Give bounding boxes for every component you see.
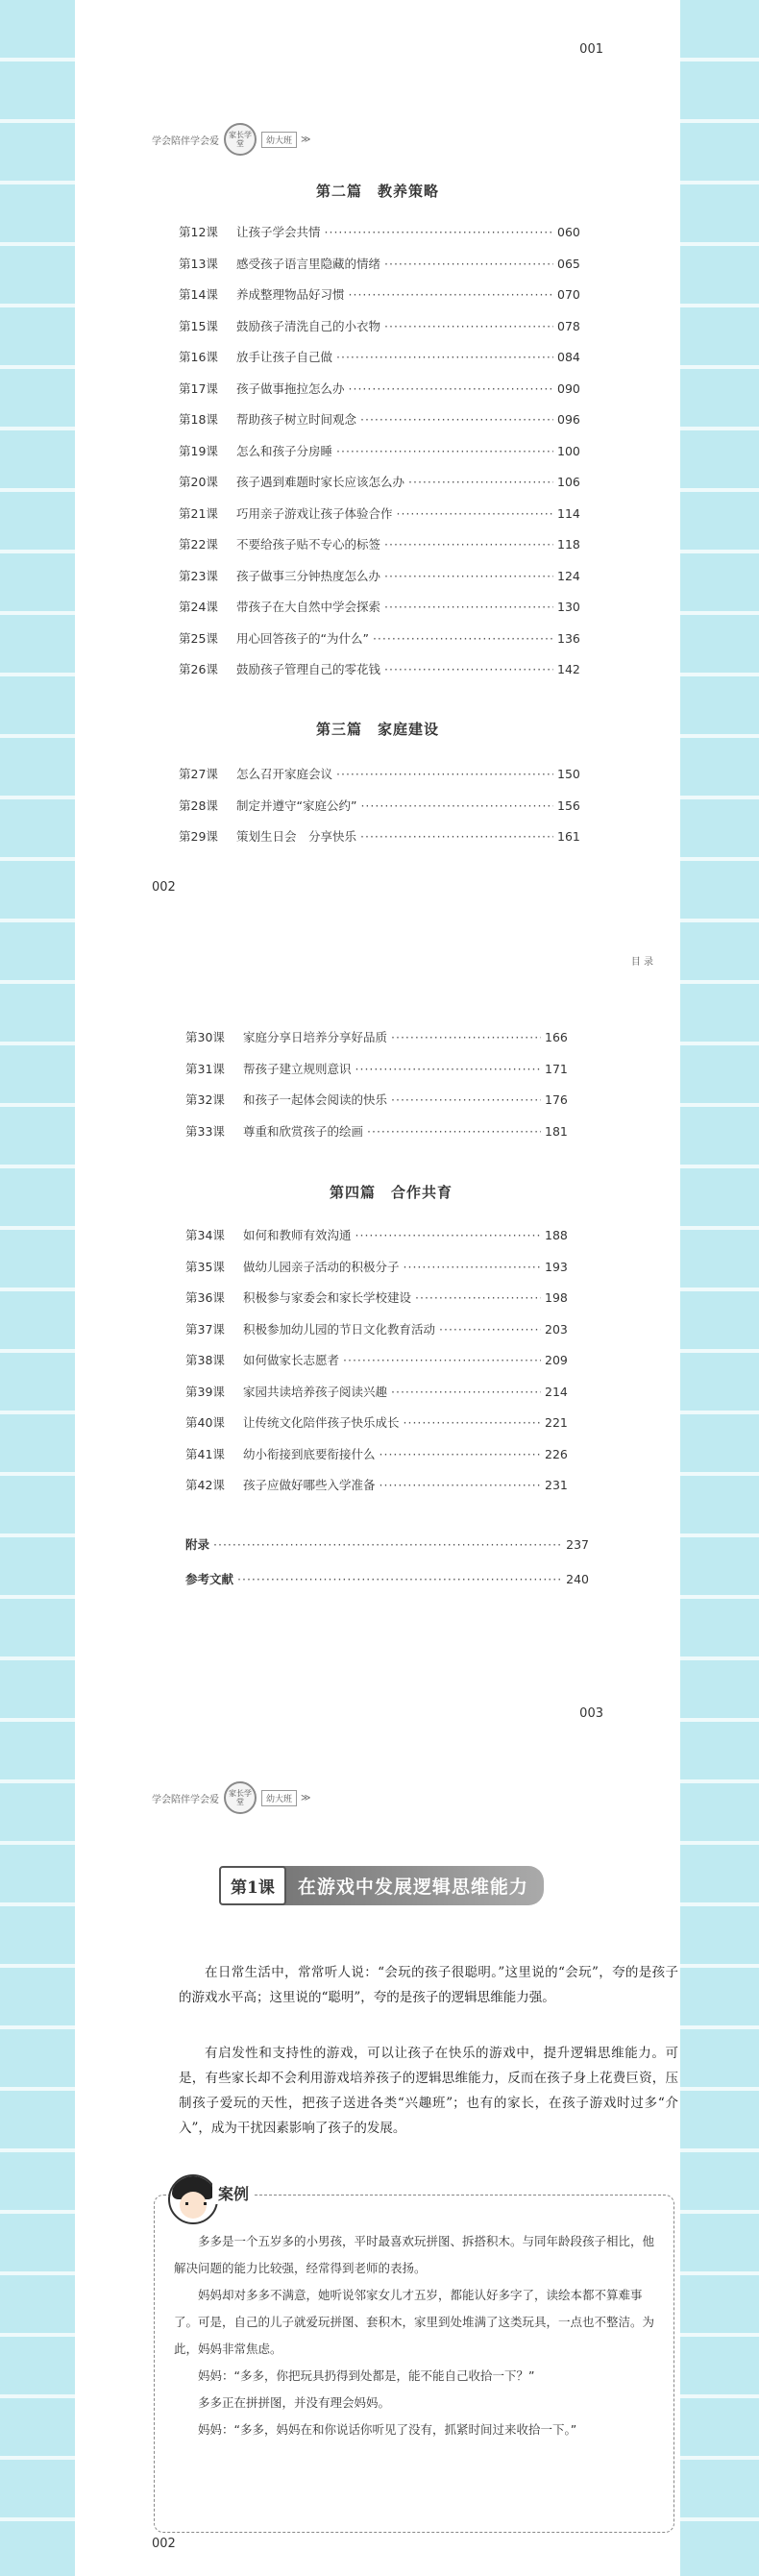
lesson-title: 积极参加幼儿园的节日文化教育活动 bbox=[243, 1321, 436, 1337]
page-ref: 100 bbox=[557, 443, 580, 458]
toc-entry[interactable] bbox=[185, 1288, 570, 1320]
lesson-number: 第41课 bbox=[185, 1446, 225, 1461]
girl-avatar-icon bbox=[168, 2174, 218, 2224]
lesson-title: 怎么召开家庭会议 bbox=[236, 767, 333, 781]
back-matter-entry[interactable] bbox=[185, 1535, 589, 1570]
toc-entry[interactable] bbox=[185, 1413, 570, 1445]
lesson-title: 制定并遵守“家庭公约” bbox=[236, 797, 357, 813]
leader-dots bbox=[343, 1353, 541, 1367]
page-ref: 142 bbox=[557, 662, 580, 676]
header-sub: 幼大班 bbox=[261, 1790, 297, 1806]
leader-dots bbox=[397, 506, 553, 521]
page-number: 001 bbox=[579, 42, 603, 57]
lesson-title: 积极参与家委会和家长学校建设 bbox=[243, 1290, 412, 1305]
toc-entry[interactable] bbox=[185, 1383, 570, 1414]
page-number: 002 bbox=[152, 2537, 176, 2551]
running-header: 目 录 bbox=[630, 957, 653, 968]
page-ref: 060 bbox=[557, 225, 580, 239]
toc-entry[interactable] bbox=[185, 1028, 570, 1060]
lesson-heading bbox=[219, 1866, 544, 1905]
leader-dots bbox=[384, 319, 553, 333]
lesson-number: 第1课 bbox=[219, 1866, 286, 1905]
lesson-number: 第32课 bbox=[185, 1092, 225, 1107]
chevron-right-icon: ≫ bbox=[301, 134, 311, 145]
leader-dots bbox=[355, 1228, 541, 1242]
entry-title: 附录 bbox=[185, 1537, 210, 1552]
leader-dots bbox=[408, 475, 553, 489]
lesson-title: 策划生日会 分享快乐 bbox=[236, 829, 357, 844]
lesson-number: 第20课 bbox=[179, 475, 218, 489]
toc-entry[interactable] bbox=[185, 1122, 570, 1154]
page-ref: 161 bbox=[557, 829, 580, 844]
page-ref: 188 bbox=[545, 1228, 568, 1242]
toc-entry[interactable] bbox=[179, 348, 582, 380]
lesson-title: 孩子做事三分钟热度怎么办 bbox=[236, 568, 381, 583]
page-ref: 203 bbox=[545, 1321, 568, 1337]
chevron-right-icon: ≫ bbox=[301, 1792, 311, 1803]
leader-dots bbox=[439, 1322, 541, 1337]
leader-dots bbox=[349, 381, 553, 396]
lesson-title: 孩子应做好哪些入学准备 bbox=[243, 1478, 376, 1492]
toc-entry[interactable] bbox=[179, 535, 582, 567]
lesson-number: 第31课 bbox=[185, 1061, 225, 1076]
leader-dots bbox=[384, 569, 553, 583]
case-paragraph: 多多是一个五岁多的小男孩，平时最喜欢玩拼图、拆搭积木。与同年龄段孩子相比，他解决问题的能力比较强，经常得到老师的表扬。 bbox=[174, 2234, 655, 2275]
header-title: 学会陪伴学会爱 bbox=[152, 135, 219, 147]
case-paragraph: 妈妈：“多多，你把玩具扔得到处都是，能不能自己收拾一下？” bbox=[198, 2368, 535, 2383]
leader-dots bbox=[367, 1124, 541, 1139]
lesson-page bbox=[75, 1747, 680, 2576]
page-ref: 181 bbox=[545, 1123, 568, 1139]
page-ref: 114 bbox=[557, 505, 580, 521]
lesson-title: 帮孩子建立规则意识 bbox=[243, 1061, 352, 1076]
lesson-number: 第21课 bbox=[179, 505, 218, 521]
lesson-number: 第37课 bbox=[185, 1321, 225, 1337]
page-ref: 240 bbox=[566, 1572, 589, 1586]
leader-dots bbox=[404, 1260, 541, 1274]
toc-entry[interactable] bbox=[185, 1258, 570, 1289]
running-header bbox=[152, 1781, 310, 1814]
page-ref: 090 bbox=[557, 380, 580, 396]
toc-page-1 bbox=[75, 0, 680, 920]
entry-title: 参考文献 bbox=[185, 1572, 234, 1586]
lesson-title: 放手让孩子自己做 bbox=[236, 350, 333, 364]
lesson-title: 和孩子一起体会阅读的快乐 bbox=[243, 1092, 388, 1107]
header-title: 学会陪伴学会爱 bbox=[152, 1794, 219, 1805]
section-title: 第四篇 合作共育 bbox=[329, 1184, 453, 1201]
page-ref: 198 bbox=[545, 1290, 568, 1305]
lesson-number: 第42课 bbox=[185, 1478, 225, 1492]
leader-dots bbox=[384, 600, 553, 614]
toc-entry[interactable] bbox=[179, 442, 582, 474]
leader-dots bbox=[355, 1062, 541, 1076]
header-badge: 家长学堂 bbox=[224, 1781, 257, 1814]
leader-dots bbox=[380, 1478, 541, 1492]
page-ref: 171 bbox=[545, 1061, 568, 1076]
leader-dots bbox=[360, 412, 553, 427]
lesson-number: 第25课 bbox=[179, 630, 218, 646]
toc-entry[interactable] bbox=[179, 797, 582, 828]
toc-entry[interactable] bbox=[179, 567, 582, 599]
lesson-number: 第33课 bbox=[185, 1123, 225, 1139]
toc-entry[interactable] bbox=[179, 827, 582, 859]
lesson-title: 让传统文化陪伴孩子快乐成长 bbox=[243, 1415, 400, 1430]
lesson-number: 第39课 bbox=[185, 1384, 225, 1399]
lesson-number: 第18课 bbox=[179, 412, 218, 427]
lesson-number: 第22课 bbox=[179, 537, 218, 552]
lesson-title: 巧用亲子游戏让孩子体验合作 bbox=[236, 505, 393, 521]
lesson-title: 怎么和孩子分房睡 bbox=[236, 443, 333, 458]
lesson-title: 尊重和欣赏孩子的绘画 bbox=[243, 1123, 364, 1139]
page-ref: 176 bbox=[545, 1092, 568, 1107]
page-ref: 193 bbox=[545, 1259, 568, 1274]
page-ref: 209 bbox=[545, 1353, 568, 1367]
lesson-title: 鼓励孩子管理自己的零花钱 bbox=[236, 662, 381, 676]
page-ref: 078 bbox=[557, 318, 580, 333]
page-ref: 096 bbox=[557, 412, 580, 427]
case-box bbox=[154, 2185, 674, 2533]
leader-dots bbox=[415, 1290, 541, 1305]
leader-dots bbox=[213, 1537, 562, 1552]
page-ref: 065 bbox=[557, 256, 580, 271]
case-paragraph: 妈妈：“多多，妈妈在和你说话你听见了没有，抓紧时间过来收拾一下。” bbox=[198, 2422, 577, 2437]
leader-dots bbox=[373, 631, 553, 646]
toc-entry[interactable] bbox=[179, 598, 582, 629]
toc-entry[interactable] bbox=[179, 410, 582, 442]
lesson-title: 鼓励孩子清洗自己的小衣物 bbox=[236, 318, 381, 333]
lesson-title: 做幼儿园亲子活动的积极分子 bbox=[243, 1259, 400, 1274]
back-matter-list bbox=[185, 1535, 589, 1605]
lesson-title: 家庭分享日培养分享好品质 bbox=[243, 1030, 388, 1044]
toc-entry[interactable] bbox=[179, 380, 582, 411]
leader-dots bbox=[404, 1415, 541, 1430]
lesson-title: 幼小衔接到底要衔接什么 bbox=[243, 1446, 376, 1461]
toc-entry[interactable] bbox=[185, 1060, 570, 1092]
case-label: 案例 bbox=[212, 2182, 255, 2204]
toc-entry[interactable] bbox=[185, 1476, 570, 1508]
lesson-number: 第15课 bbox=[179, 318, 218, 333]
page-ref: 150 bbox=[557, 767, 580, 781]
leader-dots bbox=[237, 1572, 562, 1586]
lesson-title: 如何做家长志愿者 bbox=[243, 1353, 340, 1367]
back-matter-entry[interactable] bbox=[185, 1570, 589, 1605]
page-number: 002 bbox=[152, 880, 176, 895]
lesson-number: 第14课 bbox=[179, 287, 218, 302]
toc-list bbox=[185, 1226, 570, 1508]
lesson-number: 第19课 bbox=[179, 443, 218, 458]
body-paragraph: 有启发性和支持性的游戏，可以让孩子在快乐的游戏中，提升逻辑思维能力。可是，有些家长却不会利用游戏培养孩子的逻辑思维能力，反而在孩子身上花费巨资，压制孩子爱玩的天性，把孩子送进各类“兴趣班”；也有的家长，在孩子游戏时过多“介入”，成为干扰因素影响了孩子的发展。 bbox=[179, 2046, 678, 2136]
toc-entry[interactable] bbox=[185, 1445, 570, 1477]
page-ref: 118 bbox=[557, 537, 580, 552]
page-ref: 106 bbox=[557, 475, 580, 489]
leader-dots bbox=[391, 1030, 541, 1044]
lesson-number: 第36课 bbox=[185, 1290, 225, 1305]
lesson-title: 感受孩子语言里隐藏的情绪 bbox=[236, 256, 381, 271]
leader-dots bbox=[391, 1092, 541, 1107]
toc-entry[interactable] bbox=[185, 1320, 570, 1352]
lesson-number: 第34课 bbox=[185, 1228, 225, 1242]
toc-entry[interactable] bbox=[179, 629, 582, 661]
lesson-number: 第28课 bbox=[179, 797, 218, 813]
leader-dots bbox=[384, 662, 553, 676]
lesson-number: 第13课 bbox=[179, 256, 218, 271]
page-ref: 136 bbox=[557, 630, 580, 646]
leader-dots bbox=[325, 225, 553, 239]
page-ref: 156 bbox=[557, 797, 580, 813]
page-ref: 221 bbox=[545, 1415, 568, 1430]
page-ref: 214 bbox=[545, 1384, 568, 1399]
page-ref: 231 bbox=[545, 1478, 568, 1492]
page-ref: 237 bbox=[566, 1537, 589, 1552]
toc-list bbox=[179, 223, 582, 692]
page-ref: 070 bbox=[557, 287, 580, 302]
section-title: 第三篇 家庭建设 bbox=[315, 721, 439, 738]
leader-dots bbox=[380, 1447, 541, 1461]
toc-entry[interactable] bbox=[179, 660, 582, 692]
toc-entry[interactable] bbox=[179, 473, 582, 504]
lesson-title: 不要给孩子贴不专心的标签 bbox=[236, 537, 381, 552]
page-ref: 124 bbox=[557, 568, 580, 583]
leader-dots bbox=[384, 257, 553, 271]
lesson-number: 第30课 bbox=[185, 1030, 225, 1044]
lesson-number: 第35课 bbox=[185, 1259, 225, 1274]
toc-list bbox=[185, 1028, 570, 1153]
toc-entry[interactable] bbox=[185, 1226, 570, 1258]
lesson-title: 家园共读培养孩子阅读兴趣 bbox=[243, 1384, 388, 1399]
running-header bbox=[152, 123, 310, 156]
lesson-title: 让孩子学会共情 bbox=[236, 225, 321, 239]
lesson-number: 第12课 bbox=[179, 225, 218, 239]
toc-entry[interactable] bbox=[179, 255, 582, 286]
toc-entry[interactable] bbox=[185, 1351, 570, 1383]
toc-entry[interactable] bbox=[179, 504, 582, 536]
lesson-number: 第38课 bbox=[185, 1353, 225, 1367]
toc-entry[interactable] bbox=[179, 765, 582, 797]
leader-dots bbox=[336, 444, 553, 458]
lesson-number: 第26课 bbox=[179, 662, 218, 676]
header-badge: 家长学堂 bbox=[224, 123, 257, 156]
lesson-number: 第16课 bbox=[179, 350, 218, 364]
lesson-number: 第27课 bbox=[179, 767, 218, 781]
lesson-number: 第24课 bbox=[179, 600, 218, 614]
toc-list bbox=[179, 765, 582, 859]
case-paragraph: 多多正在拼拼图，并没有理会妈妈。 bbox=[198, 2395, 391, 2410]
page-ref: 166 bbox=[545, 1030, 568, 1044]
leader-dots bbox=[349, 287, 553, 302]
lesson-title: 养成整理物品好习惯 bbox=[236, 287, 345, 302]
lesson-number: 第23课 bbox=[179, 568, 218, 583]
lesson-title: 带孩子在大自然中学会探索 bbox=[236, 600, 381, 614]
leader-dots bbox=[360, 829, 553, 844]
lesson-title: 在游戏中发展逻辑思维能力 bbox=[281, 1866, 544, 1905]
lesson-title: 帮助孩子树立时间观念 bbox=[236, 412, 357, 427]
case-paragraph: 妈妈却对多多不满意，她听说邻家女儿才五岁，都能认好多字了，读绘本都不算难事了。可是，自己的儿子就爱玩拼图、套积木，家里到处堆满了这类玩具，一点也不整洁。为此，妈妈非常焦虑。 bbox=[174, 2288, 655, 2356]
section-title: 第二篇 教养策略 bbox=[315, 183, 439, 200]
leader-dots bbox=[336, 350, 553, 364]
body-paragraph: 在日常生活中，常常听人说：“会玩的孩子很聪明。”这里说的“会玩”，夸的是孩子的游戏水平高；这里说的“聪明”，夸的是孩子的逻辑思维能力强。 bbox=[179, 1965, 678, 2005]
lesson-number: 第17课 bbox=[179, 380, 218, 396]
lesson-title: 孩子做事拖拉怎么办 bbox=[236, 380, 345, 396]
lesson-number: 第40课 bbox=[185, 1415, 225, 1430]
page-number: 003 bbox=[579, 1706, 603, 1721]
leader-dots bbox=[336, 767, 553, 781]
leader-dots bbox=[391, 1385, 541, 1399]
lesson-number: 第29课 bbox=[179, 829, 218, 844]
page-ref: 226 bbox=[545, 1446, 568, 1461]
toc-entry[interactable] bbox=[185, 1091, 570, 1122]
case-text bbox=[155, 2228, 673, 2443]
lesson-title: 孩子遇到难题时家长应该怎么办 bbox=[236, 475, 405, 489]
toc-entry[interactable] bbox=[179, 317, 582, 349]
page-ref: 084 bbox=[557, 350, 580, 364]
leader-dots bbox=[384, 537, 553, 552]
toc-page-2 bbox=[75, 920, 680, 1747]
toc-entry[interactable] bbox=[179, 285, 582, 317]
lesson-title: 用心回答孩子的“为什么” bbox=[236, 630, 369, 646]
toc-entry[interactable] bbox=[179, 223, 582, 255]
lesson-title: 如何和教师有效沟通 bbox=[243, 1228, 352, 1242]
header-sub: 幼大班 bbox=[261, 132, 297, 148]
page-ref: 130 bbox=[557, 600, 580, 614]
leader-dots bbox=[360, 798, 553, 813]
